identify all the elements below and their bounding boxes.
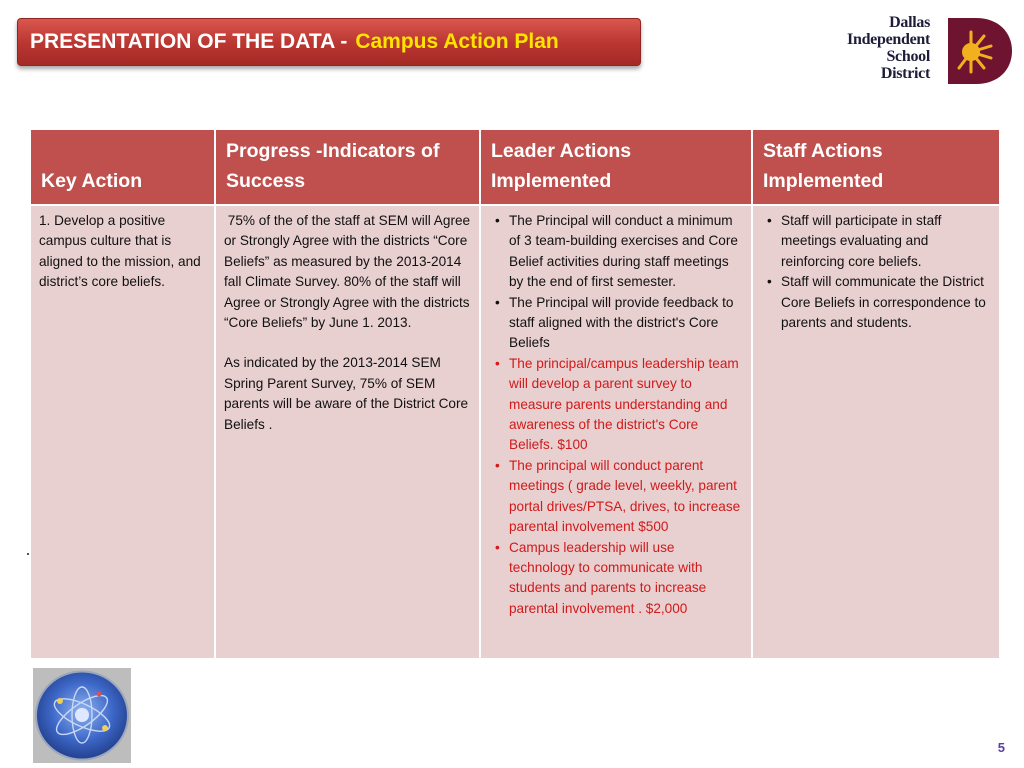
header-progress-indicators: Progress -Indicators of Success xyxy=(215,129,480,205)
cell-staff-actions xyxy=(752,205,1000,659)
logo-line: Dallas xyxy=(889,14,930,31)
progress-paragraph: 75% of the of the staff at SEM will Agree or Strongly Agree with the districts “Core Beliefs” as measured by the 2013-2014 fall Climate Survey. 80% of the staff will Agree or Strongly Agree with the districts “Core Beliefs” by June 1. 2013. xyxy=(224,213,474,331)
page-number: 5 xyxy=(997,740,1005,755)
header-leader-actions: Leader Actions Implemented xyxy=(480,129,752,205)
header-key-action: Key Action xyxy=(30,129,215,205)
staff-actions-list xyxy=(761,211,991,333)
list-item: • The Principal will provide feedback to staff aligned with the district's Core Beliefs xyxy=(489,293,743,354)
logo-line: Independent xyxy=(847,31,930,48)
district-d-sun-icon xyxy=(944,16,1014,86)
list-item: • The principal/campus leadership team will develop a parent survey to measure parents understanding and awareness of the district's Core Beliefs. $100 xyxy=(489,354,743,456)
progress-paragraph: As indicated by the 2013-2014 SEM Spring Parent Survey, 75% of SEM parents will be aware of the District Core Beliefs . xyxy=(224,355,469,432)
logo-text xyxy=(847,14,930,82)
district-logo xyxy=(842,14,1014,88)
list-item: • Campus leadership will use technology to communicate with students and parents to increase parental involvement . $2,000 xyxy=(489,538,743,620)
list-item: • Staff will participate in staff meetings evaluating and reinforcing core beliefs. xyxy=(761,211,991,272)
campus-action-plan-table xyxy=(29,128,1001,660)
list-item: • The principal will conduct parent meetings ( grade level, weekly, parent portal drives/PTSA, drives, to increase parental involvement $500 xyxy=(489,456,743,538)
list-item: • Staff will communicate the District Core Beliefs in correspondence to parents and students. xyxy=(761,272,991,333)
logo-line: School xyxy=(886,48,930,65)
cell-leader-actions xyxy=(480,205,752,659)
title-main: PRESENTATION OF THE DATA - xyxy=(30,30,348,53)
leader-actions-list xyxy=(489,211,743,619)
cell-key-action: 1. Develop a positive campus culture that is aligned to the mission, and district’s core beliefs. xyxy=(30,205,215,659)
title-banner xyxy=(17,18,641,66)
header-staff-actions: Staff Actions Implemented xyxy=(752,129,1000,205)
stray-mark xyxy=(27,553,29,555)
title-accent: Campus Action Plan xyxy=(355,30,559,53)
school-seal-icon xyxy=(33,668,131,763)
cell-progress xyxy=(215,205,480,659)
list-item: • The Principal will conduct a minimum of 3 team-building exercises and Core Belief activities during staff meetings by the end of first semester. xyxy=(489,211,743,293)
logo-line: District xyxy=(880,65,930,82)
